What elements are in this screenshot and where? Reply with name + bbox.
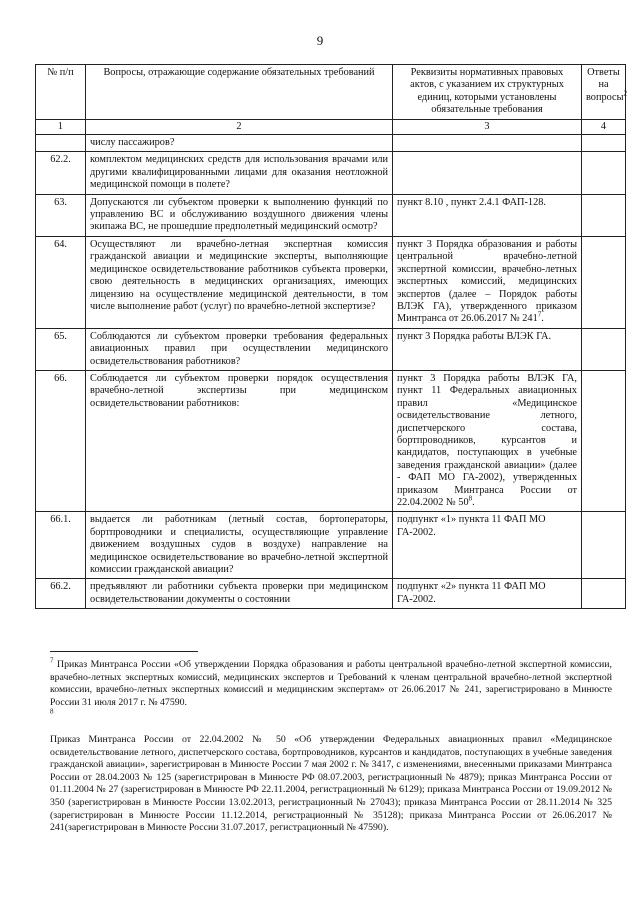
row-num: 65.: [36, 328, 86, 370]
header-requisites: Реквизиты нормативных правовых актов, с указанием их структурных единиц, которыми установлены обязательные требования: [393, 65, 582, 120]
row-question: Осуществляют ли врачебно-летная экспертная комиссия гражданской авиации и медицинские эксперты, выполняющие медицинское освидетельствование работников субъекта проверки, свою деятельность в медицинских организациях, имеющих лицензию на осуществление медицинской деятельности, в том числе выполнение работ (услуг) по врачебно-летной экспертизе?: [86, 236, 393, 328]
row-requisite: пункт 3 Порядка работы ВЛЭК ГА.: [393, 328, 582, 370]
row-question: Соблюдается ли субъектом проверки порядок осуществления врачебно-летной экспертизы при медицинском освидетельствовании работников:: [86, 370, 393, 511]
index-cell: 3: [393, 119, 582, 134]
row-requisite: пункт 3 Порядка работы ВЛЭК ГА, пункт 11 Федеральных авиационных правил «Медицинское освидетельствование летного, диспетчерского состава, бортпроводников, курсантов и кандидатов, поступающих в учебные заведения гражданской авиации» (далее - ФАП МО ГА-2002), утвержденных приказом Минтранса России от 22.04.2002 № $50^8$.: [393, 370, 582, 511]
index-cell: 2: [86, 119, 393, 134]
row-answer: [582, 328, 626, 370]
row-question: Соблюдаются ли субъектом проверки требования федеральных авиационных правил при осуществлении медицинского освидетельствования работников?: [86, 328, 393, 370]
row-num: 66.: [36, 370, 86, 511]
header-questions: Вопросы, отражающие содержание обязательных требований: [86, 65, 393, 120]
row-question: предъявляют ли работники субъекта проверки при медицинском освидетельствовании документы о состоянии: [86, 579, 393, 609]
footnote-ref-8: 8: [468, 494, 473, 503]
footnote-8-mark: 8: [50, 707, 54, 716]
row-requisite: пункт 8.10 , пункт 2.4.1 ФАП-128.: [393, 194, 582, 236]
row-question: комплектом медицинских средств для использования врачами или другими квалифицированными лицами для оказания неотложной медицинской помощи в полете?: [86, 152, 393, 194]
row-num: 64.: [36, 236, 86, 328]
table-row: [36, 579, 626, 609]
row-requisite-text: пункт 3 Порядка образования и работы центральной врачебно-летной экспертной комиссии, врачебно-летных экспертных комиссий, медицинских экспертов (далее – Порядок работы ВЛЭК ГА), утвержденного приказом Минтранса от 26.06.2017 № 241: [397, 238, 577, 325]
footnote-7-text: Приказ Минтранса России «Об утверждении Порядка образования и работы центральной врачебно-летной экспертной комиссии, врачебно-летных экспертных комиссий, медицинских экспертов и Требований к членам центральной врачебно-летной экспертной комиссии, врачебно-летных экспертных комиссий и медицинским экспертам» от 26.06.2017 № 241, зарегистрировано в Минюсте России 31 июля 2017 г. № 47590.: [50, 659, 612, 708]
row-num: 66.1.: [36, 512, 86, 579]
table-row: [36, 328, 626, 370]
table-row: [36, 135, 626, 152]
table-row: [36, 512, 626, 579]
row-answer: [582, 512, 626, 579]
row-answer: [582, 194, 626, 236]
row-question: выдается ли работникам (летный состав, бортоператоры, бортпроводники и специалисты, осуществляющие управление движением воздушных судов в воздухе) направление на медицинское освидетельствование во врачебно-летной экспертной комиссии гражданской авиации?: [86, 512, 393, 579]
row-answer: [582, 370, 626, 511]
row-num: 66.2.: [36, 579, 86, 609]
row-requisite: подпункт «1» пункта 11 ФАП МО ГА-2002.: [393, 512, 582, 579]
column-index-row: [36, 119, 626, 134]
row-requisite: подпункт «2» пункта 11 ФАП МО ГА-2002.: [393, 579, 582, 609]
header-num: № п/п: [36, 65, 86, 120]
row-answer: [582, 135, 626, 152]
row-requisite: пункт 3 Порядка образования и работы центральной врачебно-летной экспертной комиссии, врачебно-летных экспертных комиссий, медицинских экспертов (далее – Порядок работы ВЛЭК ГА), утвержденного приказом Минтранса от 26.06.2017 № $241^7$.: [393, 236, 582, 328]
index-cell: 1: [36, 119, 86, 134]
row-requisite-text: пункт 3 Порядка работы ВЛЭК ГА, пункт 11 Федеральных авиационных правил «Медицинское освидетельствование летного, диспетчерского состава, бортпроводников, курсантов и кандидатов, поступающих в учебные заведения гражданской авиации» (далее - ФАП МО ГА-2002), утвержденных приказом Минтранса России от 22.04.2002 № 50: [397, 372, 577, 508]
row-requisite: [393, 135, 582, 152]
row-answer: [582, 236, 626, 328]
row-question: числу пассажиров?: [86, 135, 393, 152]
row-num: 62.2.: [36, 152, 86, 194]
row-answer: [582, 152, 626, 194]
footnote-8-text: Приказ Минтранса России от 22.04.2002 № 50 «Об утверждении Федеральных авиационных правил «Медицинское освидетельствование летного, диспетчерского состава, бортпроводников, курсантов и кандидатов, поступающих в учебные заведения гражданской авиации», зарегистрирован в Минюсте России 7 мая 2002 г. № 3417, с изменениями, внесенными приказами Минтранса России от 28.04.2003 № 125 (зарегистрирован в Минюсте РФ 08.07.2003, регистрационный № 4879); приказ Минтранса России от 01.11.2004 № 27 (зарегистрирован в Минюсте РФ 22.11.2004, регистрационный № 6129); приказа Минтранса России от 19.09.2012 № 350 (зарегистрирован в Минюсте России 13.02.2013, регистрационный № 27043); приказа Минтранса России от 28.11.2014 № 325 (зарегистрирован в Минюсте России 11.12.2014, регистрационный № 35128); приказа Минтранса России от 26.06.2017 № 241(зарегистрирован в Минюсте России 31.07.2017, регистрационный № 47590).: [50, 734, 612, 834]
footnote-8-mark-line: [50, 707, 612, 723]
footnote-separator: [50, 651, 198, 652]
table-row: [36, 236, 626, 328]
row-question: Допускаются ли субъектом проверки к выполнению функций по управлению ВС и обслуживанию воздушного движения члены экипажа ВС, не прошедшие предполетный медицинский осмотр?: [86, 194, 393, 236]
row-num: 63.: [36, 194, 86, 236]
table-row: [36, 370, 626, 511]
header-answers-text: Ответы на вопросы: [586, 67, 624, 103]
row-requisite: [393, 152, 582, 194]
row-answer: [582, 579, 626, 609]
table-header-row: [36, 65, 626, 120]
page-number: 9: [316, 33, 324, 48]
requirements-table: [35, 64, 626, 609]
row-num: [36, 135, 86, 152]
footnote-7-mark: 7: [50, 656, 54, 665]
header-answers-sup: 2: [623, 89, 627, 98]
header-answers: [582, 65, 626, 120]
table-row: [36, 152, 626, 194]
table-row: [36, 194, 626, 236]
footnote-ref-7: 7: [537, 310, 542, 319]
index-cell: 4: [582, 119, 626, 134]
footnote-7: [50, 656, 612, 709]
footnote-8: [50, 734, 612, 835]
